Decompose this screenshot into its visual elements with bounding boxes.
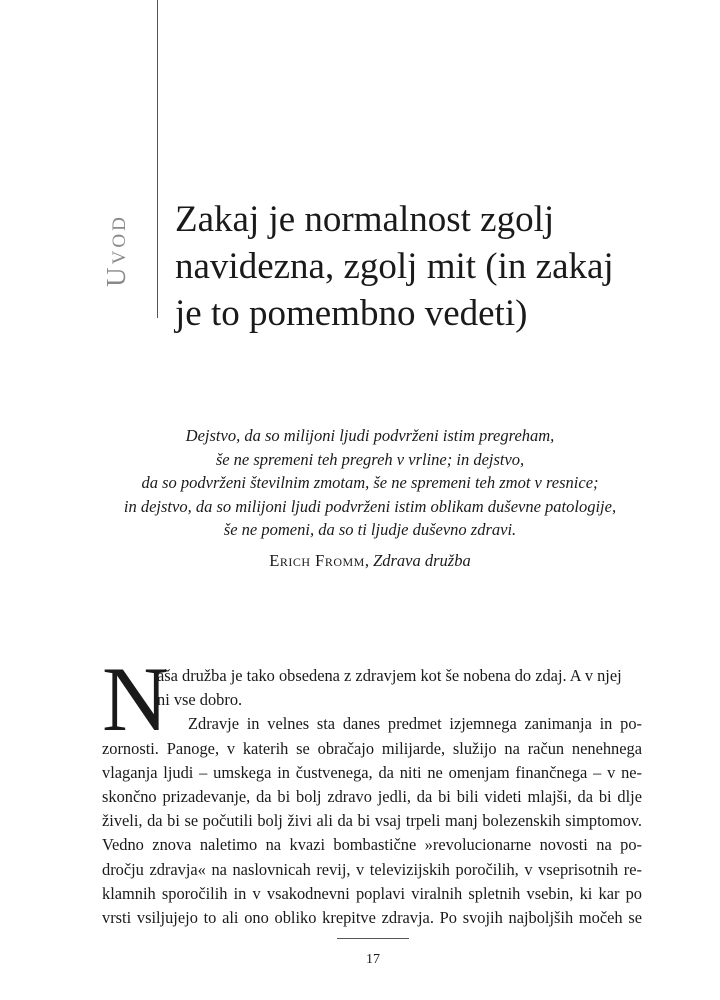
- epigraph-author: Erich Fromm: [269, 551, 365, 570]
- drop-cap: N: [102, 648, 169, 750]
- body-line: Vedno znova naletimo na kvazi bombastične »revolucionarne novosti na po-: [102, 835, 642, 855]
- body-line: zornosti. Panoge, v katerih se obračajo milijarde, služijo na račun nenehnega: [102, 738, 642, 758]
- body-line: skončno prizadevanje, da bi bolj zdravo jedli, da bi bili videti mlajši, da bi dlje: [102, 787, 642, 807]
- chapter-title-line: je to pomembno vedeti): [175, 293, 528, 334]
- body-line: Zdravje in velnes sta danes predmet izjemnega zanimanja in po-: [188, 714, 642, 734]
- body-line: dročju zdravja« na naslovnicah revij, v televizijskih poročilih, v vseprisotnih re-: [102, 859, 642, 879]
- chapter-title-line: Zakaj je normalnost zgolj: [175, 199, 555, 240]
- body-line: ni vse dobro.: [157, 690, 243, 710]
- chapter-title-line: navidezna, zgolj mit (in zakaj: [175, 246, 614, 287]
- footer-rule: [337, 938, 409, 939]
- body-line: vlaganja ljudi – umskega in čustvenega, da niti ne omenjam finančnega – v ne-: [102, 762, 642, 782]
- epigraph: [100, 424, 640, 542]
- vertical-rule: [157, 0, 158, 318]
- epigraph-line: in dejstvo, da so milijoni ljudi podvrženi istim oblikam duševne patologije,: [123, 496, 617, 516]
- epigraph-line: Dejstvo, da so milijoni ljudi podvrženi istim pregreham,: [185, 426, 555, 445]
- body-line: klamnih sporočilih in v vsakodnevni poplavi viralnih spletnih vsebin, ki kar po: [102, 883, 642, 903]
- epigraph-work: Zdrava družba: [373, 551, 471, 570]
- body-line: aša družba je tako obsedena z zdravjem kot še nobena do zdaj. A v njej: [157, 666, 622, 685]
- epigraph-attribution: [100, 549, 640, 573]
- epigraph-line: še ne spremeni teh pregreh v vrline; in dejstvo,: [215, 449, 525, 469]
- body-text: [102, 648, 642, 930]
- section-label-text: Uvod: [100, 213, 131, 287]
- page-number: 17: [366, 952, 380, 967]
- body-line: živeli, da bi se počutili bolj živi ali da bi vsaj trpeli manj bolezenskih simptomov.: [102, 811, 642, 831]
- section-label: [84, 200, 148, 300]
- epigraph-line: še ne pomeni, da so ti ljudje duševno zdravi.: [223, 520, 517, 539]
- attribution-separator: ,: [364, 551, 374, 570]
- body-line: vrsti vsiljujejo to ali ono obliko krepitve zdravja. Po svojih najboljših močeh se: [102, 908, 642, 928]
- epigraph-line: da so podvrženi številnim zmotam, še ne spremeni teh zmot v resnice;: [141, 473, 599, 492]
- chapter-title: [175, 196, 695, 337]
